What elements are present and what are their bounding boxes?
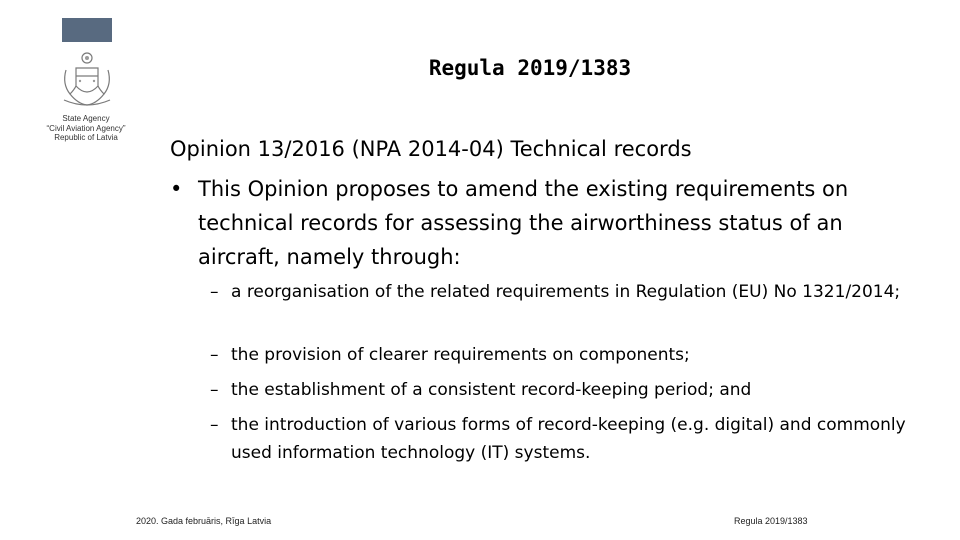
dash-icon: –	[210, 345, 219, 365]
dash-icon: –	[210, 282, 219, 302]
dash-icon: –	[210, 380, 219, 400]
agency-line: “Civil Aviation Agency”	[46, 123, 126, 133]
brand-color-block	[62, 18, 112, 42]
agency-name	[36, 114, 136, 143]
bullet-text: This Opinion proposes to amend the existing requirements on technical records for assessing the airworthiness status of an aircraft, namely through:	[198, 177, 849, 269]
sub-item	[210, 411, 910, 467]
sub-item-text: the provision of clearer requirements on components;	[231, 345, 690, 365]
footer-regulation: Regula 2019/1383	[734, 516, 808, 526]
agency-line: State Agency	[62, 114, 110, 123]
sub-item-text: the establishment of a consistent record-keeping period; and	[231, 380, 752, 400]
bullet-icon: •	[170, 177, 183, 201]
footer-date: 2020. Gada februāris, Rīga Latvia	[136, 516, 272, 526]
sub-item	[210, 341, 910, 369]
dash-icon: –	[210, 415, 219, 435]
sub-item	[210, 278, 910, 306]
slide-title: Regula 2019/1383	[428, 56, 632, 80]
sub-item-text: the introduction of various forms of record-keeping (e.g. digital) and commonly used information technology (IT) systems.	[231, 415, 906, 463]
slide-heading: Opinion 13/2016 (NPA 2014-04) Technical records	[170, 137, 692, 161]
bullet-item	[170, 172, 910, 274]
sub-item-text: a reorganisation of the related requirements in Regulation (EU) No 1321/2014;	[231, 282, 901, 302]
agency-line: Republic of Latvia	[54, 133, 118, 142]
sub-item	[210, 376, 910, 404]
latvia-coat-of-arms-icon	[56, 50, 118, 112]
